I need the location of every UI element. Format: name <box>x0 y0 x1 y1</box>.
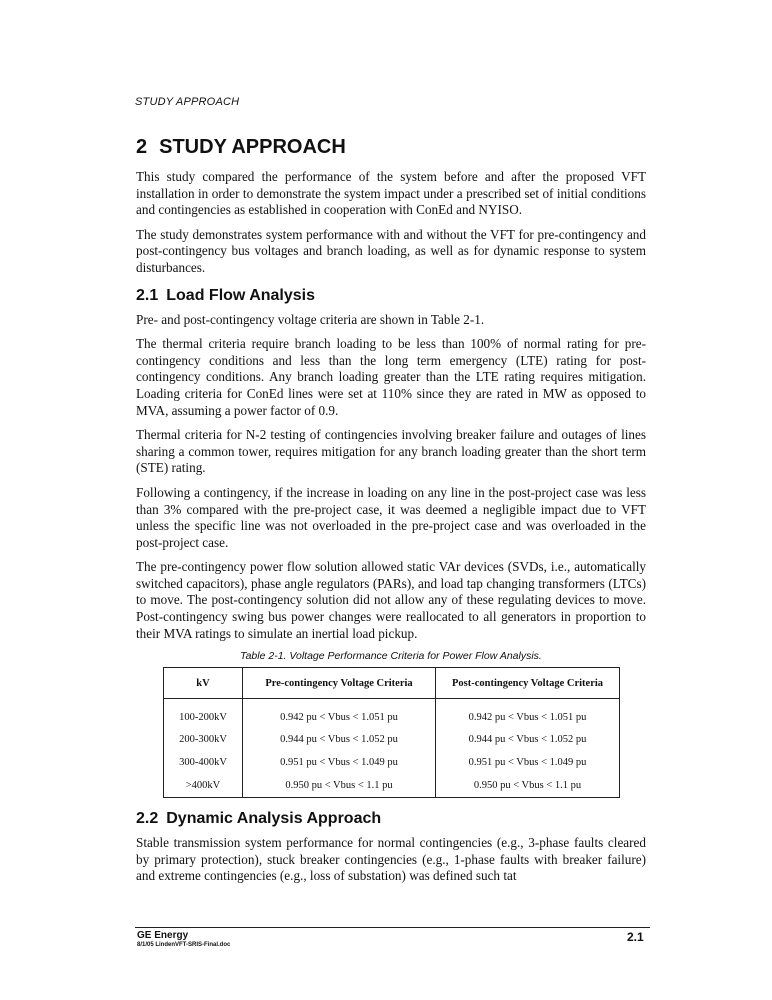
paragraph: The pre-contingency power flow solution allowed static VAr devices (SVDs, i.e., automatically switched capacitors), phase angle regulators (PARs), and load tap changing transformers (LTCs) to move. The post-contingency solution did not allow any of these regulating devices to move. Post-contingency swing bus power changes were reallocated to all generators in proportion to their MVA ratings to simulate an inertial load pickup. <box>136 559 646 641</box>
table-cell: 0.950 pu < Vbus < 1.1 pu <box>436 774 620 798</box>
subsection-title: Dynamic Analysis Approach <box>166 810 382 828</box>
voltage-criteria-table <box>163 667 620 798</box>
paragraph: Stable transmission system performance for normal contingencies (e.g., 3-phase faults cleared by primary protection), stuck breaker contingencies (e.g., 1-phase faults with breaker failure) and extreme contingencies (e.g., loss of substation) was defined such tat <box>136 835 646 884</box>
subsection-heading <box>136 808 646 829</box>
paragraph: Following a contingency, if the increase in loading on any line in the post-project case was less than 3% compared with the pre-project case, it was deemed a negligible impact due to VFT unless the specific line was not overloaded in the pre-project case and was overloaded in the post-project case. <box>136 484 646 550</box>
page-number: 2.1 <box>627 930 644 944</box>
footer-divider <box>135 927 650 928</box>
column-header: Post-contingency Voltage Criteria <box>436 668 620 699</box>
column-header: Pre-contingency Voltage Criteria <box>243 668 436 699</box>
paragraph: The thermal criteria require branch loading to be less than 100% of normal rating for pre-contingency conditions and less than the long term emergency (LTE) rating for post-contingency conditions. Any branch loading greater than the LTE rating requires mitigation. Loading criteria for ConEd lines were set at 110% since they are rated in MW as opposed to MVA, assuming a power factor of 0.9. <box>136 336 646 418</box>
table-cell: 0.951 pu < Vbus < 1.049 pu <box>243 751 436 774</box>
table-cell: >400kV <box>164 774 243 798</box>
section-heading <box>136 134 646 160</box>
subsection-title: Load Flow Analysis <box>166 286 316 304</box>
column-header: kV <box>164 668 243 699</box>
table-row <box>164 774 620 798</box>
table-header-row <box>164 668 620 699</box>
section-number: 2 <box>136 136 148 158</box>
paragraph: This study compared the performance of the system before and after the proposed VFT installation in order to demonstrate the system impact under a prescribed set of initial conditions and contingencies as established in cooperation with ConEd and NYISO. <box>136 169 646 218</box>
table-cell: 100-200kV <box>164 699 243 729</box>
table-cell: 0.942 pu < Vbus < 1.051 pu <box>436 699 620 729</box>
section-title: STUDY APPROACH <box>159 136 346 158</box>
table-cell: 300-400kV <box>164 751 243 774</box>
table-cell: 0.944 pu < Vbus < 1.052 pu <box>436 728 620 751</box>
table-cell: 0.944 pu < Vbus < 1.052 pu <box>243 728 436 751</box>
table-row <box>164 728 620 751</box>
footer-company: GE Energy <box>137 930 189 941</box>
subsection-number: 2.1 <box>136 286 159 304</box>
running-header: STUDY APPROACH <box>135 96 240 108</box>
table-caption: Table 2-1. Voltage Performance Criteria for Power Flow Analysis. <box>240 650 542 663</box>
paragraph: Thermal criteria for N-2 testing of contingencies involving breaker failure and outages of lines sharing a common tower, requires mitigation for any branch loading greater than the short term (STE) rating. <box>136 427 646 476</box>
paragraph: The study demonstrates system performance with and without the VFT for pre-contingency and post-contingency bus voltages and branch loading, as well as for dynamic response to system disturbances. <box>136 226 646 275</box>
paragraph: Pre- and post-contingency voltage criteria are shown in Table 2-1. <box>136 311 485 327</box>
subsection-number: 2.2 <box>136 810 159 828</box>
table-cell: 0.950 pu < Vbus < 1.1 pu <box>243 774 436 798</box>
subsection-heading <box>136 285 646 306</box>
page-content <box>136 134 646 893</box>
table-cell: 200-300kV <box>164 728 243 751</box>
table-cell: 0.951 pu < Vbus < 1.049 pu <box>436 751 620 774</box>
table-row <box>164 751 620 774</box>
table-cell: 0.942 pu < Vbus < 1.051 pu <box>243 699 436 729</box>
table-row <box>164 699 620 729</box>
footer-filename: 8/1/05 LindenVFT-SRIS-Final.doc <box>137 942 231 948</box>
